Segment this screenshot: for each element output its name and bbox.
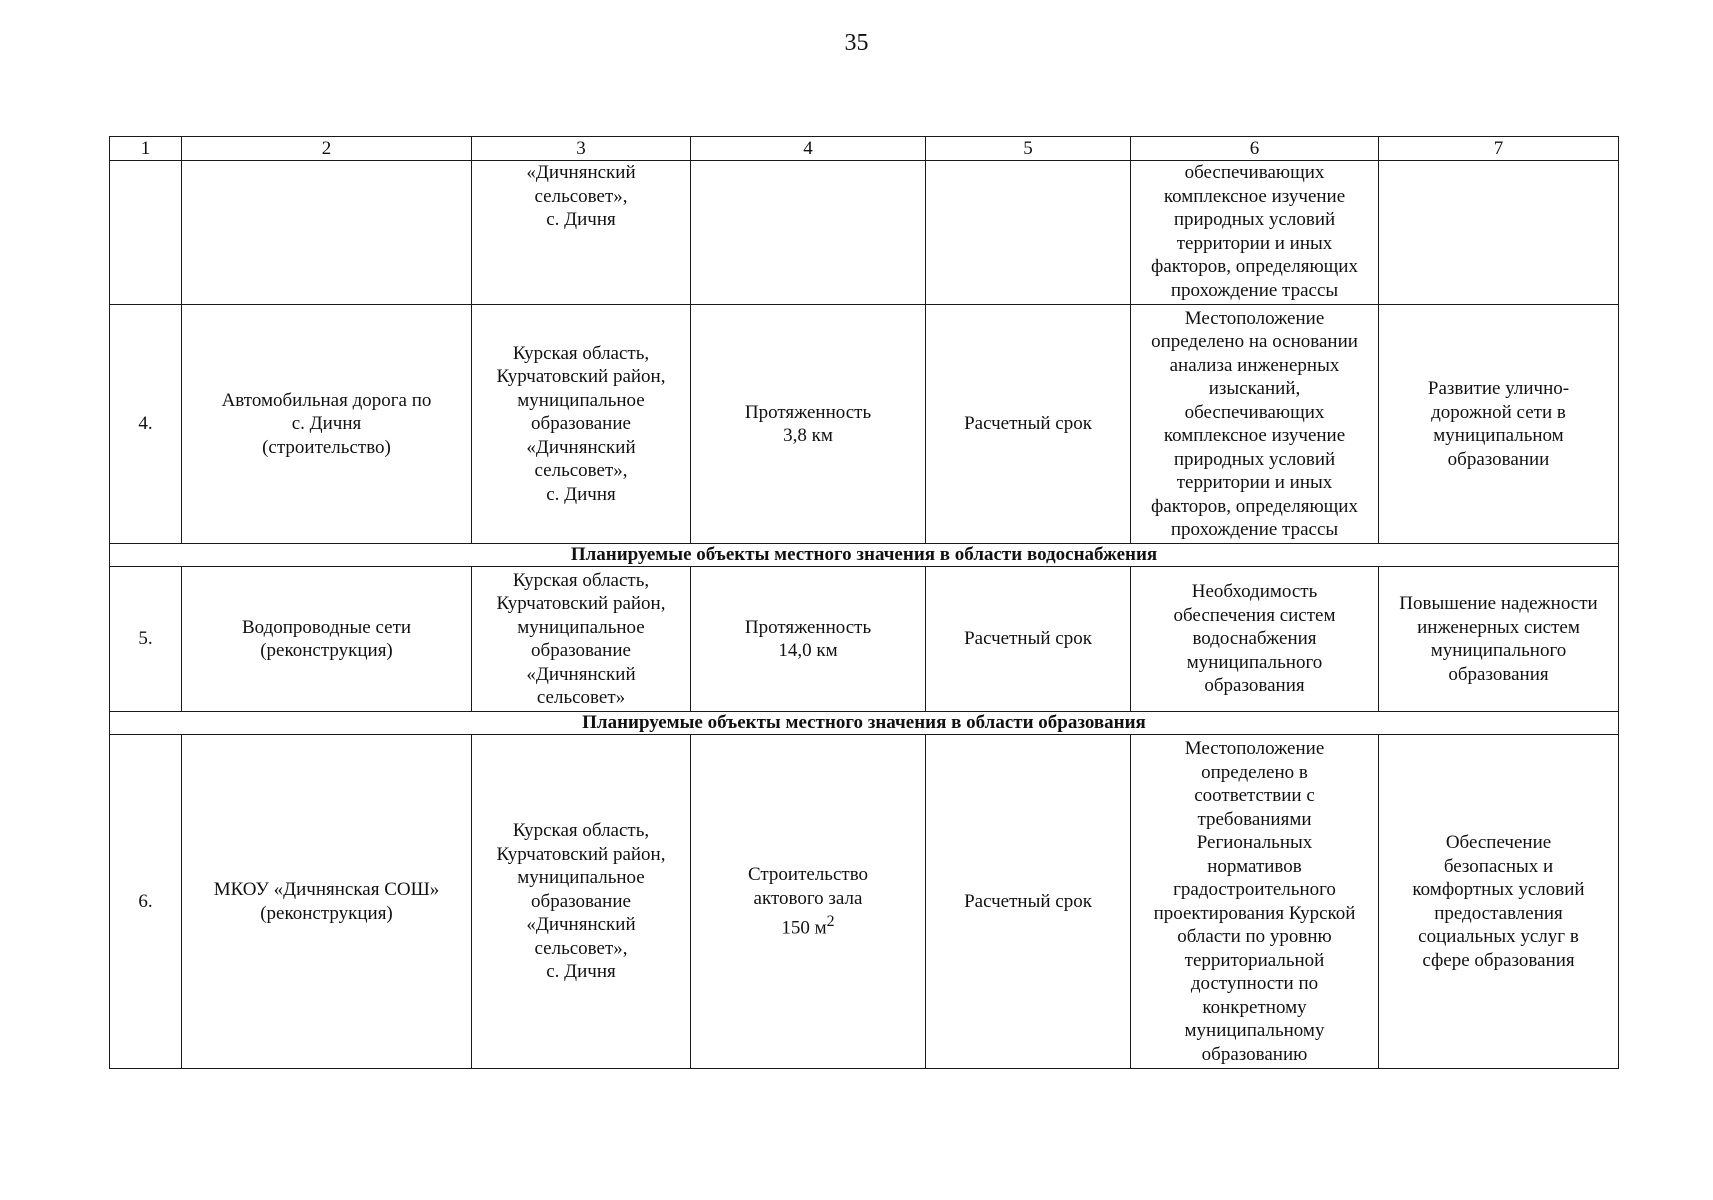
- location-cell: Курская область, Курчатовский район, муниципальное образование «Дичнянский сельсовет», с. Дичня: [472, 305, 691, 544]
- justification-cell: обеспечивающих комплексное изучение природных условий территории и иных факторов, определяющих прохождение трассы: [1131, 161, 1379, 305]
- justification-cell: Местоположение определено в соответствии с требованиями Региональных нормативов градостроительного проектирования Курской области по уровню территориальной доступности по конкретному муниципальному образованию: [1131, 735, 1379, 1069]
- column-number-cell: 6: [1131, 137, 1379, 161]
- column-number-cell: 2: [182, 137, 472, 161]
- characteristics-cell: [691, 735, 926, 1069]
- term-cell: Расчетный срок: [926, 735, 1131, 1069]
- justification-cell: Местоположение определено на основании анализа инженерных изысканий, обеспечивающих комплексное изучение природных условий территории и иных факторов, определяющих прохождение трассы: [1131, 305, 1379, 544]
- characteristics-line: Строительство: [747, 864, 869, 886]
- term-cell: [926, 161, 1131, 305]
- column-number-cell: 5: [926, 137, 1131, 161]
- purpose-cell: Повышение надежности инженерных систем муниципального образования: [1379, 567, 1619, 712]
- planned-objects-table: [109, 136, 1619, 1069]
- column-number-cell: 1: [110, 137, 182, 161]
- row-number-cell: [110, 161, 182, 305]
- purpose-cell: [1379, 161, 1619, 305]
- location-cell: «Дичнянский сельсовет», с. Дичня: [472, 161, 691, 305]
- section-row-education: [110, 712, 1619, 735]
- characteristics-line: актового зала: [753, 887, 863, 909]
- section-row-water: [110, 544, 1619, 567]
- characteristics-cell: Протяженность 14,0 км: [691, 567, 926, 712]
- characteristics-area: [697, 910, 919, 940]
- purpose-cell: Развитие улично- дорожной сети в муниципальном образовании: [1379, 305, 1619, 544]
- table-row: [110, 567, 1619, 712]
- term-cell: Расчетный срок: [926, 567, 1131, 712]
- row-number-cell: 6.: [110, 735, 182, 1069]
- table-row: [110, 735, 1619, 1069]
- object-name-cell: МКОУ «Дичнянская СОШ» (реконструкция): [182, 735, 472, 1069]
- object-name-cell: Водопроводные сети (реконструкция): [182, 567, 472, 712]
- page-number: 35: [844, 30, 869, 56]
- column-number-cell: 3: [472, 137, 691, 161]
- column-number-cell: 7: [1379, 137, 1619, 161]
- section-heading: Планируемые объекты местного значения в области водоснабжения: [110, 544, 1619, 567]
- row-number-cell: 5.: [110, 567, 182, 712]
- column-number-cell: 4: [691, 137, 926, 161]
- continuation-row: [110, 161, 1619, 305]
- object-name-cell: Автомобильная дорога по с. Дичня (строительство): [182, 305, 472, 544]
- characteristics-cell: Протяженность 3,8 км: [691, 305, 926, 544]
- table-row: [110, 305, 1619, 544]
- location-cell: Курская область, Курчатовский район, муниципальное образование «Дичнянский сельсовет»: [472, 567, 691, 712]
- area-value: 150 м: [781, 917, 827, 939]
- location-cell: Курская область, Курчатовский район, муниципальное образование «Дичнянский сельсовет», с. Дичня: [472, 735, 691, 1069]
- object-name-cell: [182, 161, 472, 305]
- column-number-row: [110, 137, 1619, 161]
- row-number-cell: 4.: [110, 305, 182, 544]
- area-exponent: 2: [826, 913, 835, 931]
- justification-cell: Необходимость обеспечения систем водоснабжения муниципального образования: [1131, 567, 1379, 712]
- characteristics-cell: [691, 161, 926, 305]
- section-heading: Планируемые объекты местного значения в области образования: [110, 712, 1619, 735]
- term-cell: Расчетный срок: [926, 305, 1131, 544]
- purpose-cell: Обеспечение безопасных и комфортных условий предоставления социальных услуг в сфере образования: [1379, 735, 1619, 1069]
